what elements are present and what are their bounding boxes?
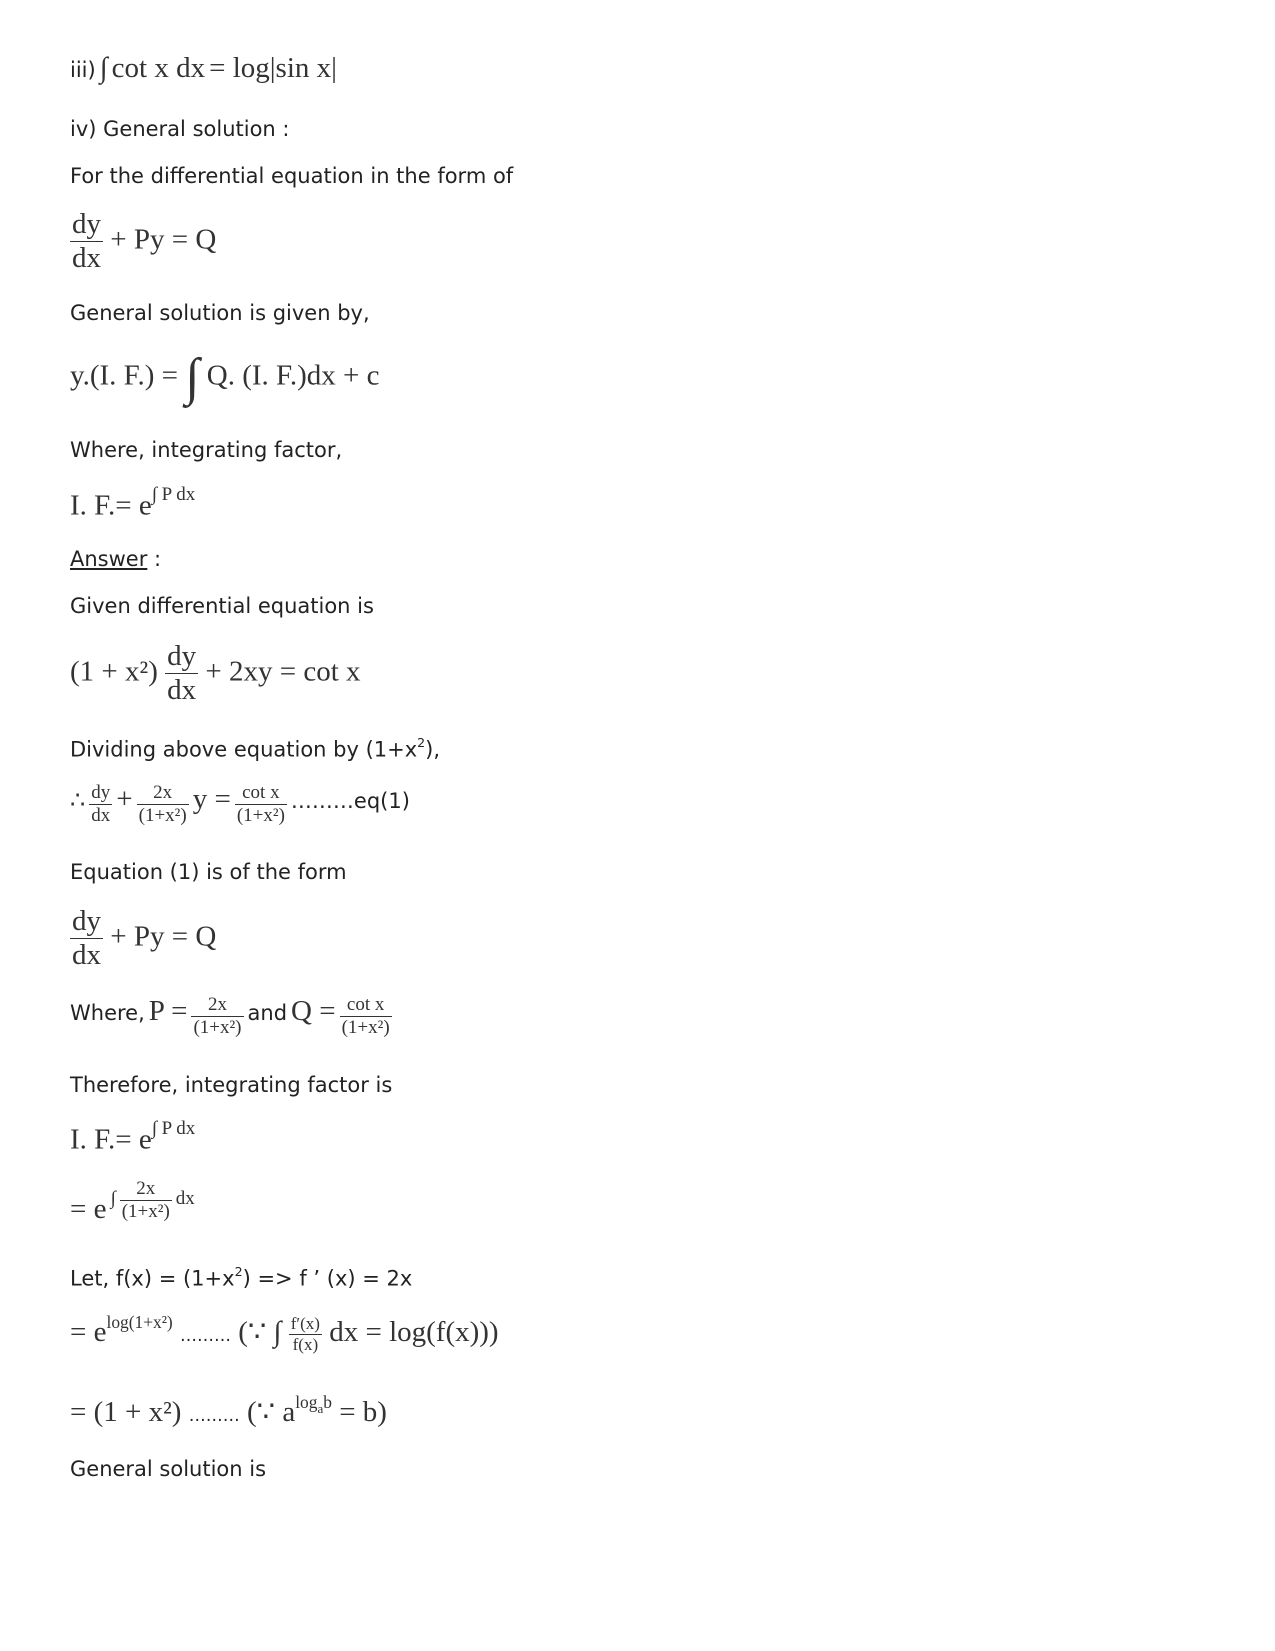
lhs: I. F.= e (70, 489, 152, 522)
because-integral: (∵ ∫ (238, 1316, 282, 1349)
and-label: and (247, 1001, 288, 1026)
equation-if-definition (70, 484, 195, 522)
equals-e: = e (70, 1316, 107, 1349)
paragraph-therefore-if: Therefore, integrating factor is (70, 1073, 393, 1097)
paragraph-dividing (70, 735, 440, 761)
lhs: I. F.= e (70, 1123, 152, 1156)
equation-tag: ………eq(1) (290, 789, 410, 814)
item-label: iii) (70, 58, 96, 82)
log-rule: dx = log(f(x))) (329, 1316, 499, 1349)
equation-1 (70, 782, 410, 827)
equation-p-q (70, 994, 392, 1039)
fraction-dy-dx: $\frac{dy}{dx}$ (167, 640, 197, 707)
where-label: Where, (70, 1001, 145, 1026)
answer-heading (70, 547, 161, 571)
superscript: 2 (234, 1264, 243, 1279)
answer-colon: : (147, 547, 162, 571)
dx: dx (175, 1188, 195, 1210)
fraction-fprime-f: $\frac{f'(x)}{f(x)}$ (290, 1314, 320, 1354)
equation-if-result (70, 1392, 387, 1429)
dots: ……… (179, 1326, 231, 1347)
integral-sign: ∫ (110, 1188, 116, 1210)
lhs: y.(I. F.) = (70, 359, 178, 392)
paragraph-let-fx (70, 1264, 412, 1290)
equation-linear-form (70, 208, 216, 276)
integrand: cot x dx (111, 52, 206, 84)
paragraph-equation-form: Equation (1) is of the form (70, 860, 347, 884)
fraction-q: $\frac{\text{cot x}}{\text{(1+x²)}}$ (236, 782, 285, 826)
exponent: ∫ P dx (151, 484, 196, 505)
fraction-exponent: $\frac{2x}{\text{(1+x²)}}$ (121, 1178, 170, 1222)
text-post: ), (425, 737, 441, 762)
equals-e: = e (70, 1193, 107, 1226)
p-equals: P = (148, 995, 188, 1028)
equation-if-substituted (70, 1178, 195, 1226)
answer-label: Answer (70, 547, 148, 571)
rhs: Q. (I. F.)dx + c (206, 359, 380, 392)
fraction-dy-dx: $\frac{dy}{dx}$ (91, 782, 111, 826)
result: = log|sin x| (209, 52, 337, 84)
equation-general-solution (70, 349, 380, 406)
equation-if-again (70, 1118, 195, 1156)
equation-rest: + Py = Q (110, 223, 217, 256)
q-equals: Q = (291, 995, 336, 1028)
integral-sign: ∫ (99, 52, 108, 84)
exponent: ∫ P dx (151, 1118, 196, 1139)
equation-linear-form-2 (70, 905, 216, 973)
paragraph-given: Given differential equation is (70, 594, 374, 618)
text-pre: Let, f(x) = (1+x (70, 1266, 235, 1291)
paragraph-form-intro: For the differential equation in the form of (70, 164, 514, 188)
fraction-p: $\frac{2x}{\text{(1+x²)}}$ (138, 782, 187, 826)
therefore-symbol: ∴ (70, 788, 86, 815)
plus: + (116, 783, 133, 816)
lhs: = (1 + x²) (70, 1396, 182, 1429)
equation-rest: + Py = Q (110, 920, 217, 953)
fraction-dy-dx: $\frac{dy}{dx}$ (72, 208, 101, 275)
text-post: ) => f ’ (x) = 2x (242, 1266, 413, 1291)
formula-iii (70, 52, 337, 85)
exponent-b: b (323, 1392, 332, 1412)
equation-given (70, 640, 361, 708)
item-iv-heading: iv) General solution : (70, 117, 290, 141)
dots: ……… (188, 1406, 240, 1427)
exponent-log: log (295, 1392, 318, 1412)
paragraph-integrating-factor: Where, integrating factor, (70, 438, 343, 462)
integral-sign: ∫ (185, 349, 200, 406)
equation-rest: + 2xy = cot x (205, 655, 361, 688)
coefficient: (1 + x²) (70, 655, 158, 688)
fraction-dy-dx: $\frac{dy}{dx}$ (72, 905, 101, 972)
superscript: 2 (417, 735, 426, 750)
log-base: a (317, 1401, 324, 1417)
because-a: (∵ a (246, 1396, 296, 1429)
y-equals: y = (192, 783, 231, 816)
text-pre: Dividing above equation by (1+x (70, 737, 418, 762)
exponent: log(1+x²) (106, 1312, 173, 1332)
equation-if-log (70, 1312, 499, 1354)
paragraph-general-solution-end: General solution is (70, 1457, 267, 1481)
paragraph-general-solution: General solution is given by, (70, 301, 370, 325)
fraction-p-value: $\frac{2x}{\text{(1+x²)}}$ (193, 994, 242, 1038)
identity-rest: = b) (339, 1396, 387, 1429)
fraction-q-value: $\frac{\text{cot x}}{\text{(1+x²)}}$ (341, 994, 390, 1038)
